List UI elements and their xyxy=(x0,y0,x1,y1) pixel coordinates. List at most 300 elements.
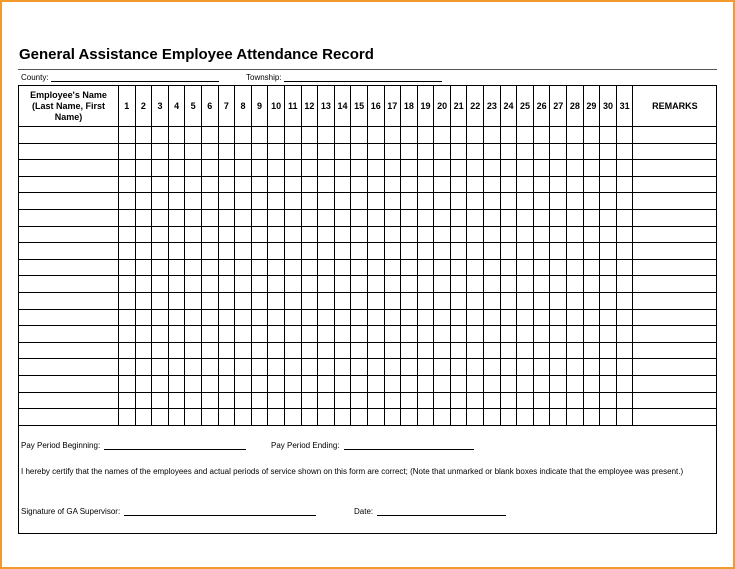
day-cell-9[interactable] xyxy=(251,176,268,193)
day-cell-5[interactable] xyxy=(185,375,202,392)
day-cell-24[interactable] xyxy=(500,176,517,193)
day-cell-31[interactable] xyxy=(616,127,633,144)
day-cell-6[interactable] xyxy=(201,292,218,309)
day-cell-1[interactable] xyxy=(119,193,136,210)
day-cell-5[interactable] xyxy=(185,127,202,144)
day-cell-2[interactable] xyxy=(135,193,152,210)
day-cell-13[interactable] xyxy=(318,409,335,426)
day-cell-25[interactable] xyxy=(517,342,534,359)
day-cell-12[interactable] xyxy=(301,243,318,260)
day-cell-23[interactable] xyxy=(484,309,501,326)
day-cell-27[interactable] xyxy=(550,392,567,409)
day-cell-9[interactable] xyxy=(251,127,268,144)
day-cell-22[interactable] xyxy=(467,292,484,309)
day-cell-14[interactable] xyxy=(334,193,351,210)
day-cell-1[interactable] xyxy=(119,176,136,193)
day-cell-8[interactable] xyxy=(235,226,252,243)
day-cell-24[interactable] xyxy=(500,292,517,309)
day-cell-17[interactable] xyxy=(384,375,401,392)
day-cell-30[interactable] xyxy=(600,209,617,226)
day-cell-12[interactable] xyxy=(301,359,318,376)
township-input-line[interactable] xyxy=(284,73,442,82)
day-cell-30[interactable] xyxy=(600,243,617,260)
day-cell-9[interactable] xyxy=(251,209,268,226)
day-cell-12[interactable] xyxy=(301,209,318,226)
day-cell-17[interactable] xyxy=(384,309,401,326)
remarks-cell[interactable] xyxy=(633,143,717,160)
day-cell-6[interactable] xyxy=(201,127,218,144)
day-cell-29[interactable] xyxy=(583,375,600,392)
day-cell-8[interactable] xyxy=(235,160,252,177)
day-cell-11[interactable] xyxy=(284,259,301,276)
day-cell-10[interactable] xyxy=(268,243,285,260)
day-cell-10[interactable] xyxy=(268,326,285,343)
day-cell-13[interactable] xyxy=(318,309,335,326)
day-cell-22[interactable] xyxy=(467,375,484,392)
day-cell-17[interactable] xyxy=(384,342,401,359)
day-cell-30[interactable] xyxy=(600,226,617,243)
day-cell-3[interactable] xyxy=(152,326,169,343)
day-cell-15[interactable] xyxy=(351,259,368,276)
day-cell-20[interactable] xyxy=(434,193,451,210)
day-cell-28[interactable] xyxy=(567,127,584,144)
day-cell-19[interactable] xyxy=(417,359,434,376)
day-cell-19[interactable] xyxy=(417,292,434,309)
day-cell-26[interactable] xyxy=(533,309,550,326)
day-cell-12[interactable] xyxy=(301,292,318,309)
day-cell-17[interactable] xyxy=(384,276,401,293)
day-cell-14[interactable] xyxy=(334,276,351,293)
day-cell-3[interactable] xyxy=(152,409,169,426)
day-cell-3[interactable] xyxy=(152,243,169,260)
remarks-cell[interactable] xyxy=(633,176,717,193)
day-cell-30[interactable] xyxy=(600,359,617,376)
day-cell-30[interactable] xyxy=(600,326,617,343)
day-cell-15[interactable] xyxy=(351,209,368,226)
day-cell-23[interactable] xyxy=(484,276,501,293)
day-cell-30[interactable] xyxy=(600,143,617,160)
day-cell-9[interactable] xyxy=(251,193,268,210)
day-cell-23[interactable] xyxy=(484,127,501,144)
day-cell-19[interactable] xyxy=(417,342,434,359)
day-cell-25[interactable] xyxy=(517,176,534,193)
day-cell-17[interactable] xyxy=(384,127,401,144)
day-cell-26[interactable] xyxy=(533,143,550,160)
day-cell-1[interactable] xyxy=(119,209,136,226)
day-cell-23[interactable] xyxy=(484,160,501,177)
employee-name-cell[interactable] xyxy=(19,276,119,293)
day-cell-3[interactable] xyxy=(152,375,169,392)
day-cell-14[interactable] xyxy=(334,326,351,343)
day-cell-1[interactable] xyxy=(119,342,136,359)
day-cell-12[interactable] xyxy=(301,342,318,359)
employee-name-cell[interactable] xyxy=(19,309,119,326)
day-cell-30[interactable] xyxy=(600,276,617,293)
day-cell-22[interactable] xyxy=(467,326,484,343)
day-cell-17[interactable] xyxy=(384,160,401,177)
day-cell-2[interactable] xyxy=(135,127,152,144)
day-cell-5[interactable] xyxy=(185,209,202,226)
day-cell-30[interactable] xyxy=(600,309,617,326)
day-cell-20[interactable] xyxy=(434,392,451,409)
pay-period-beginning-input-line[interactable] xyxy=(104,440,246,450)
day-cell-31[interactable] xyxy=(616,392,633,409)
day-cell-21[interactable] xyxy=(450,226,467,243)
day-cell-10[interactable] xyxy=(268,375,285,392)
day-cell-13[interactable] xyxy=(318,259,335,276)
day-cell-9[interactable] xyxy=(251,409,268,426)
day-cell-9[interactable] xyxy=(251,292,268,309)
day-cell-5[interactable] xyxy=(185,409,202,426)
day-cell-26[interactable] xyxy=(533,409,550,426)
day-cell-13[interactable] xyxy=(318,326,335,343)
day-cell-7[interactable] xyxy=(218,226,235,243)
day-cell-22[interactable] xyxy=(467,309,484,326)
day-cell-31[interactable] xyxy=(616,292,633,309)
day-cell-23[interactable] xyxy=(484,243,501,260)
day-cell-29[interactable] xyxy=(583,209,600,226)
day-cell-3[interactable] xyxy=(152,309,169,326)
day-cell-2[interactable] xyxy=(135,326,152,343)
day-cell-10[interactable] xyxy=(268,209,285,226)
day-cell-6[interactable] xyxy=(201,342,218,359)
day-cell-13[interactable] xyxy=(318,359,335,376)
day-cell-2[interactable] xyxy=(135,292,152,309)
day-cell-8[interactable] xyxy=(235,209,252,226)
day-cell-19[interactable] xyxy=(417,160,434,177)
day-cell-11[interactable] xyxy=(284,309,301,326)
day-cell-8[interactable] xyxy=(235,392,252,409)
day-cell-28[interactable] xyxy=(567,209,584,226)
day-cell-11[interactable] xyxy=(284,176,301,193)
day-cell-15[interactable] xyxy=(351,226,368,243)
day-cell-8[interactable] xyxy=(235,309,252,326)
day-cell-6[interactable] xyxy=(201,243,218,260)
signature-input-line[interactable] xyxy=(124,506,316,516)
day-cell-14[interactable] xyxy=(334,409,351,426)
day-cell-4[interactable] xyxy=(168,226,185,243)
day-cell-23[interactable] xyxy=(484,226,501,243)
day-cell-19[interactable] xyxy=(417,209,434,226)
day-cell-10[interactable] xyxy=(268,176,285,193)
day-cell-16[interactable] xyxy=(367,143,384,160)
day-cell-27[interactable] xyxy=(550,409,567,426)
day-cell-12[interactable] xyxy=(301,409,318,426)
day-cell-29[interactable] xyxy=(583,243,600,260)
remarks-cell[interactable] xyxy=(633,309,717,326)
day-cell-26[interactable] xyxy=(533,127,550,144)
day-cell-24[interactable] xyxy=(500,276,517,293)
day-cell-30[interactable] xyxy=(600,160,617,177)
day-cell-25[interactable] xyxy=(517,160,534,177)
day-cell-19[interactable] xyxy=(417,326,434,343)
day-cell-30[interactable] xyxy=(600,193,617,210)
day-cell-22[interactable] xyxy=(467,160,484,177)
day-cell-27[interactable] xyxy=(550,292,567,309)
day-cell-5[interactable] xyxy=(185,193,202,210)
day-cell-13[interactable] xyxy=(318,160,335,177)
day-cell-23[interactable] xyxy=(484,259,501,276)
day-cell-22[interactable] xyxy=(467,409,484,426)
day-cell-3[interactable] xyxy=(152,143,169,160)
day-cell-19[interactable] xyxy=(417,375,434,392)
day-cell-18[interactable] xyxy=(401,292,418,309)
day-cell-25[interactable] xyxy=(517,209,534,226)
day-cell-3[interactable] xyxy=(152,259,169,276)
day-cell-21[interactable] xyxy=(450,409,467,426)
day-cell-17[interactable] xyxy=(384,209,401,226)
day-cell-25[interactable] xyxy=(517,259,534,276)
day-cell-20[interactable] xyxy=(434,160,451,177)
day-cell-11[interactable] xyxy=(284,127,301,144)
employee-name-cell[interactable] xyxy=(19,326,119,343)
day-cell-3[interactable] xyxy=(152,292,169,309)
day-cell-4[interactable] xyxy=(168,259,185,276)
day-cell-4[interactable] xyxy=(168,160,185,177)
day-cell-8[interactable] xyxy=(235,375,252,392)
day-cell-7[interactable] xyxy=(218,127,235,144)
day-cell-17[interactable] xyxy=(384,193,401,210)
day-cell-15[interactable] xyxy=(351,309,368,326)
day-cell-26[interactable] xyxy=(533,292,550,309)
day-cell-28[interactable] xyxy=(567,226,584,243)
day-cell-21[interactable] xyxy=(450,392,467,409)
day-cell-1[interactable] xyxy=(119,127,136,144)
day-cell-26[interactable] xyxy=(533,326,550,343)
day-cell-8[interactable] xyxy=(235,359,252,376)
day-cell-21[interactable] xyxy=(450,342,467,359)
day-cell-13[interactable] xyxy=(318,342,335,359)
day-cell-18[interactable] xyxy=(401,160,418,177)
employee-name-cell[interactable] xyxy=(19,209,119,226)
day-cell-7[interactable] xyxy=(218,259,235,276)
remarks-cell[interactable] xyxy=(633,409,717,426)
day-cell-26[interactable] xyxy=(533,259,550,276)
day-cell-24[interactable] xyxy=(500,127,517,144)
day-cell-9[interactable] xyxy=(251,226,268,243)
day-cell-19[interactable] xyxy=(417,127,434,144)
day-cell-12[interactable] xyxy=(301,176,318,193)
day-cell-19[interactable] xyxy=(417,276,434,293)
day-cell-10[interactable] xyxy=(268,392,285,409)
day-cell-6[interactable] xyxy=(201,209,218,226)
day-cell-13[interactable] xyxy=(318,392,335,409)
day-cell-29[interactable] xyxy=(583,409,600,426)
day-cell-14[interactable] xyxy=(334,392,351,409)
day-cell-14[interactable] xyxy=(334,342,351,359)
day-cell-28[interactable] xyxy=(567,143,584,160)
employee-name-cell[interactable] xyxy=(19,259,119,276)
day-cell-18[interactable] xyxy=(401,276,418,293)
day-cell-11[interactable] xyxy=(284,209,301,226)
day-cell-2[interactable] xyxy=(135,209,152,226)
day-cell-19[interactable] xyxy=(417,392,434,409)
day-cell-5[interactable] xyxy=(185,292,202,309)
day-cell-17[interactable] xyxy=(384,176,401,193)
day-cell-1[interactable] xyxy=(119,143,136,160)
day-cell-4[interactable] xyxy=(168,326,185,343)
day-cell-12[interactable] xyxy=(301,392,318,409)
day-cell-4[interactable] xyxy=(168,392,185,409)
date-field[interactable] xyxy=(354,506,506,516)
day-cell-26[interactable] xyxy=(533,160,550,177)
day-cell-22[interactable] xyxy=(467,143,484,160)
day-cell-5[interactable] xyxy=(185,309,202,326)
day-cell-11[interactable] xyxy=(284,409,301,426)
day-cell-3[interactable] xyxy=(152,392,169,409)
day-cell-8[interactable] xyxy=(235,276,252,293)
day-cell-25[interactable] xyxy=(517,392,534,409)
employee-name-cell[interactable] xyxy=(19,342,119,359)
day-cell-1[interactable] xyxy=(119,243,136,260)
day-cell-31[interactable] xyxy=(616,326,633,343)
employee-name-cell[interactable] xyxy=(19,243,119,260)
remarks-cell[interactable] xyxy=(633,326,717,343)
day-cell-17[interactable] xyxy=(384,226,401,243)
day-cell-24[interactable] xyxy=(500,359,517,376)
day-cell-7[interactable] xyxy=(218,176,235,193)
day-cell-22[interactable] xyxy=(467,359,484,376)
day-cell-4[interactable] xyxy=(168,292,185,309)
remarks-cell[interactable] xyxy=(633,375,717,392)
day-cell-12[interactable] xyxy=(301,259,318,276)
day-cell-2[interactable] xyxy=(135,359,152,376)
day-cell-21[interactable] xyxy=(450,309,467,326)
day-cell-8[interactable] xyxy=(235,259,252,276)
day-cell-17[interactable] xyxy=(384,292,401,309)
day-cell-20[interactable] xyxy=(434,309,451,326)
day-cell-25[interactable] xyxy=(517,375,534,392)
day-cell-13[interactable] xyxy=(318,143,335,160)
day-cell-4[interactable] xyxy=(168,276,185,293)
employee-name-cell[interactable] xyxy=(19,176,119,193)
day-cell-4[interactable] xyxy=(168,309,185,326)
day-cell-1[interactable] xyxy=(119,276,136,293)
day-cell-27[interactable] xyxy=(550,359,567,376)
day-cell-5[interactable] xyxy=(185,243,202,260)
day-cell-15[interactable] xyxy=(351,342,368,359)
day-cell-22[interactable] xyxy=(467,193,484,210)
day-cell-20[interactable] xyxy=(434,176,451,193)
day-cell-22[interactable] xyxy=(467,209,484,226)
employee-name-cell[interactable] xyxy=(19,127,119,144)
day-cell-27[interactable] xyxy=(550,127,567,144)
day-cell-8[interactable] xyxy=(235,193,252,210)
day-cell-24[interactable] xyxy=(500,326,517,343)
day-cell-4[interactable] xyxy=(168,359,185,376)
day-cell-22[interactable] xyxy=(467,127,484,144)
day-cell-28[interactable] xyxy=(567,292,584,309)
day-cell-20[interactable] xyxy=(434,292,451,309)
day-cell-4[interactable] xyxy=(168,409,185,426)
day-cell-10[interactable] xyxy=(268,309,285,326)
day-cell-17[interactable] xyxy=(384,326,401,343)
day-cell-17[interactable] xyxy=(384,392,401,409)
day-cell-30[interactable] xyxy=(600,375,617,392)
day-cell-2[interactable] xyxy=(135,243,152,260)
day-cell-1[interactable] xyxy=(119,359,136,376)
day-cell-4[interactable] xyxy=(168,193,185,210)
day-cell-8[interactable] xyxy=(235,127,252,144)
day-cell-4[interactable] xyxy=(168,143,185,160)
remarks-cell[interactable] xyxy=(633,359,717,376)
day-cell-3[interactable] xyxy=(152,127,169,144)
day-cell-29[interactable] xyxy=(583,176,600,193)
day-cell-30[interactable] xyxy=(600,392,617,409)
employee-name-cell[interactable] xyxy=(19,292,119,309)
day-cell-18[interactable] xyxy=(401,193,418,210)
day-cell-24[interactable] xyxy=(500,259,517,276)
day-cell-4[interactable] xyxy=(168,243,185,260)
day-cell-2[interactable] xyxy=(135,276,152,293)
day-cell-25[interactable] xyxy=(517,359,534,376)
day-cell-26[interactable] xyxy=(533,209,550,226)
day-cell-25[interactable] xyxy=(517,143,534,160)
day-cell-7[interactable] xyxy=(218,276,235,293)
day-cell-18[interactable] xyxy=(401,409,418,426)
day-cell-29[interactable] xyxy=(583,359,600,376)
day-cell-14[interactable] xyxy=(334,209,351,226)
day-cell-15[interactable] xyxy=(351,292,368,309)
day-cell-14[interactable] xyxy=(334,160,351,177)
day-cell-13[interactable] xyxy=(318,276,335,293)
day-cell-11[interactable] xyxy=(284,243,301,260)
day-cell-15[interactable] xyxy=(351,143,368,160)
day-cell-27[interactable] xyxy=(550,193,567,210)
remarks-cell[interactable] xyxy=(633,160,717,177)
day-cell-22[interactable] xyxy=(467,392,484,409)
day-cell-21[interactable] xyxy=(450,375,467,392)
day-cell-6[interactable] xyxy=(201,226,218,243)
remarks-cell[interactable] xyxy=(633,127,717,144)
day-cell-7[interactable] xyxy=(218,160,235,177)
day-cell-28[interactable] xyxy=(567,375,584,392)
day-cell-2[interactable] xyxy=(135,409,152,426)
pay-period-beginning-field[interactable] xyxy=(21,440,246,450)
day-cell-5[interactable] xyxy=(185,359,202,376)
day-cell-2[interactable] xyxy=(135,160,152,177)
day-cell-25[interactable] xyxy=(517,309,534,326)
day-cell-4[interactable] xyxy=(168,342,185,359)
day-cell-23[interactable] xyxy=(484,359,501,376)
day-cell-25[interactable] xyxy=(517,409,534,426)
day-cell-13[interactable] xyxy=(318,226,335,243)
day-cell-26[interactable] xyxy=(533,342,550,359)
day-cell-31[interactable] xyxy=(616,342,633,359)
day-cell-9[interactable] xyxy=(251,143,268,160)
day-cell-28[interactable] xyxy=(567,160,584,177)
day-cell-30[interactable] xyxy=(600,409,617,426)
day-cell-9[interactable] xyxy=(251,259,268,276)
day-cell-16[interactable] xyxy=(367,375,384,392)
day-cell-10[interactable] xyxy=(268,359,285,376)
day-cell-7[interactable] xyxy=(218,359,235,376)
day-cell-17[interactable] xyxy=(384,359,401,376)
day-cell-16[interactable] xyxy=(367,392,384,409)
day-cell-3[interactable] xyxy=(152,160,169,177)
day-cell-31[interactable] xyxy=(616,309,633,326)
day-cell-14[interactable] xyxy=(334,143,351,160)
day-cell-2[interactable] xyxy=(135,259,152,276)
day-cell-23[interactable] xyxy=(484,326,501,343)
day-cell-6[interactable] xyxy=(201,160,218,177)
day-cell-20[interactable] xyxy=(434,409,451,426)
day-cell-21[interactable] xyxy=(450,143,467,160)
day-cell-25[interactable] xyxy=(517,326,534,343)
day-cell-29[interactable] xyxy=(583,326,600,343)
day-cell-15[interactable] xyxy=(351,326,368,343)
day-cell-4[interactable] xyxy=(168,375,185,392)
